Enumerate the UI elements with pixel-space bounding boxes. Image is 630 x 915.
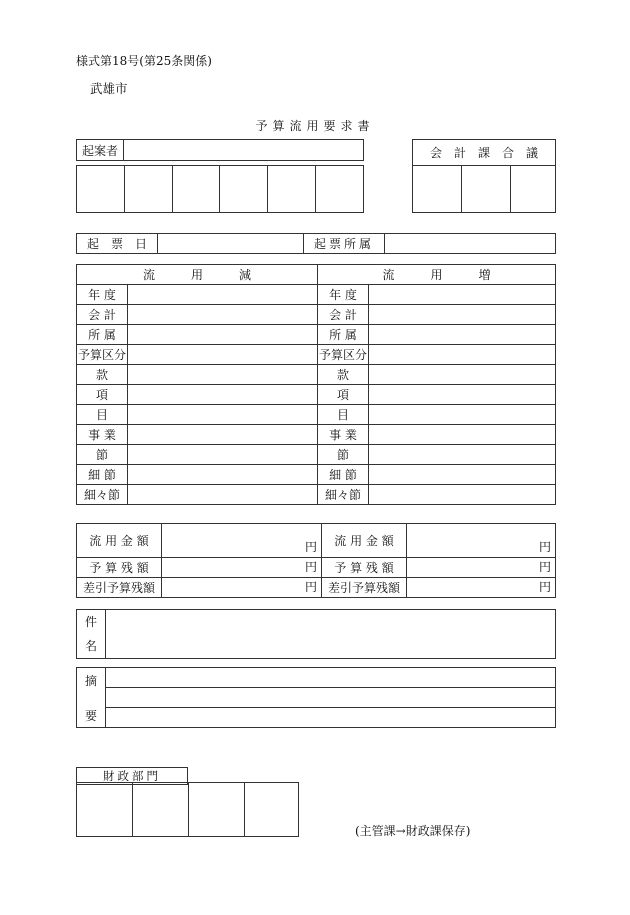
subject-label: 件 名 bbox=[77, 610, 106, 659]
transfer-row-label: 予算区分 bbox=[77, 345, 128, 365]
stamp-box[interactable] bbox=[189, 783, 245, 837]
stamp-box[interactable] bbox=[413, 166, 462, 213]
decrease-value-field[interactable] bbox=[128, 465, 318, 485]
increase-value-field[interactable] bbox=[369, 445, 556, 465]
transfer-row-label: 項 bbox=[77, 385, 128, 405]
yen-unit: 円 bbox=[538, 560, 551, 574]
net-balance-decrease-field[interactable] bbox=[162, 578, 322, 598]
transfer-row-label: 事 業 bbox=[318, 425, 369, 445]
amount-label: 流 用 金 額 bbox=[77, 524, 162, 558]
amount-decrease-field[interactable] bbox=[162, 524, 322, 558]
decrease-value-field[interactable] bbox=[128, 445, 318, 465]
voucher-dept-field[interactable] bbox=[385, 234, 556, 254]
transfer-row-label: 年 度 bbox=[318, 285, 369, 305]
budget-balance-decrease-field[interactable] bbox=[162, 558, 322, 578]
stamp-box[interactable] bbox=[172, 166, 220, 213]
stamp-box[interactable] bbox=[245, 783, 299, 837]
increase-value-field[interactable] bbox=[369, 365, 556, 385]
voucher-date-field[interactable] bbox=[158, 234, 304, 254]
subject-field[interactable] bbox=[106, 610, 556, 659]
transfer-row bbox=[77, 385, 556, 405]
yen-unit: 円 bbox=[304, 560, 317, 574]
decrease-value-field[interactable] bbox=[128, 405, 318, 425]
subject-table bbox=[76, 609, 556, 659]
transfer-row-label: 細々節 bbox=[318, 485, 369, 505]
transfer-row bbox=[77, 425, 556, 445]
yen-unit: 円 bbox=[538, 580, 551, 594]
increase-value-field[interactable] bbox=[369, 485, 556, 505]
increase-value-field[interactable] bbox=[369, 325, 556, 345]
stamp-box[interactable] bbox=[124, 166, 172, 213]
increase-value-field[interactable] bbox=[369, 385, 556, 405]
increase-value-field[interactable] bbox=[369, 465, 556, 485]
stamp-box[interactable] bbox=[133, 783, 189, 837]
transfer-row bbox=[77, 405, 556, 425]
decrease-value-field[interactable] bbox=[128, 345, 318, 365]
transfer-row-label: 会 計 bbox=[318, 305, 369, 325]
decrease-value-field[interactable] bbox=[128, 285, 318, 305]
stamp-box[interactable] bbox=[220, 166, 268, 213]
accounting-label: 会 計 課 合 議 bbox=[413, 140, 556, 166]
summary-line[interactable] bbox=[106, 708, 556, 728]
increase-value-field[interactable] bbox=[369, 405, 556, 425]
summary-line[interactable] bbox=[106, 688, 556, 708]
net-balance-label: 差引予算残額 bbox=[77, 578, 162, 598]
decrease-header: 流 用 減 bbox=[77, 265, 318, 285]
transfer-row bbox=[77, 305, 556, 325]
drafter-table bbox=[76, 139, 364, 161]
decrease-value-field[interactable] bbox=[128, 485, 318, 505]
transfer-row-label: 目 bbox=[77, 405, 128, 425]
form-number: 様式第18号(第25条関係) bbox=[76, 54, 212, 68]
voucher-date-label: 起 票 日 bbox=[77, 234, 158, 254]
decrease-value-field[interactable] bbox=[128, 385, 318, 405]
decrease-value-field[interactable] bbox=[128, 305, 318, 325]
transfer-row-label: 細々節 bbox=[77, 485, 128, 505]
transfer-row-label: 細 節 bbox=[318, 465, 369, 485]
stamp-box[interactable] bbox=[77, 783, 133, 837]
drafter-label: 起案者 bbox=[77, 140, 124, 161]
summary-table bbox=[76, 667, 556, 728]
page-title: 予算流用要求書 bbox=[255, 119, 375, 133]
transfer-row-label: 所 属 bbox=[77, 325, 128, 345]
budget-balance-label: 予 算 残 額 bbox=[322, 558, 407, 578]
amount-label: 流 用 金 額 bbox=[322, 524, 407, 558]
increase-value-field[interactable] bbox=[369, 425, 556, 445]
increase-value-field[interactable] bbox=[369, 285, 556, 305]
transfer-row-label: 細 節 bbox=[77, 465, 128, 485]
net-balance-label: 差引予算残額 bbox=[322, 578, 407, 598]
drafter-name-field[interactable] bbox=[124, 140, 364, 161]
transfer-row-label: 目 bbox=[318, 405, 369, 425]
finance-stamps bbox=[76, 782, 299, 837]
summary-line[interactable] bbox=[106, 668, 556, 688]
amount-table bbox=[76, 523, 556, 598]
net-balance-increase-field[interactable] bbox=[407, 578, 556, 598]
transfer-row-label: 年 度 bbox=[77, 285, 128, 305]
transfer-row-label: 款 bbox=[318, 365, 369, 385]
transfer-row bbox=[77, 485, 556, 505]
stamp-box[interactable] bbox=[77, 166, 125, 213]
transfer-row-label: 会 計 bbox=[77, 305, 128, 325]
stamp-box[interactable] bbox=[511, 166, 556, 213]
decrease-value-field[interactable] bbox=[128, 425, 318, 445]
transfer-row bbox=[77, 345, 556, 365]
accounting-approval bbox=[412, 139, 556, 213]
transfer-row-label: 事 業 bbox=[77, 425, 128, 445]
voucher-table bbox=[76, 233, 556, 254]
transfer-table bbox=[76, 264, 556, 505]
transfer-row bbox=[77, 365, 556, 385]
stamp-box[interactable] bbox=[268, 166, 316, 213]
increase-value-field[interactable] bbox=[369, 305, 556, 325]
transfer-row-label: 節 bbox=[77, 445, 128, 465]
decrease-value-field[interactable] bbox=[128, 325, 318, 345]
amount-increase-field[interactable] bbox=[407, 524, 556, 558]
approval-stamps bbox=[76, 165, 364, 213]
finance-label: 財政部門 bbox=[77, 768, 188, 785]
budget-balance-increase-field[interactable] bbox=[407, 558, 556, 578]
stamp-box[interactable] bbox=[316, 166, 364, 213]
transfer-row bbox=[77, 445, 556, 465]
city-name: 武雄市 bbox=[90, 81, 128, 96]
transfer-row bbox=[77, 285, 556, 305]
yen-unit: 円 bbox=[304, 580, 317, 594]
yen-unit: 円 bbox=[538, 540, 551, 554]
stamp-box[interactable] bbox=[462, 166, 511, 213]
transfer-row-label: 款 bbox=[77, 365, 128, 385]
increase-value-field[interactable] bbox=[369, 345, 556, 365]
transfer-row-label: 節 bbox=[318, 445, 369, 465]
transfer-row bbox=[77, 465, 556, 485]
yen-unit: 円 bbox=[304, 540, 317, 554]
voucher-dept-label: 起票所属 bbox=[304, 234, 385, 254]
transfer-row-label: 項 bbox=[318, 385, 369, 405]
footer-note: (主管課→財政課保存) bbox=[355, 824, 471, 838]
transfer-row bbox=[77, 325, 556, 345]
budget-balance-label: 予 算 残 額 bbox=[77, 558, 162, 578]
transfer-row-label: 予算区分 bbox=[318, 345, 369, 365]
decrease-value-field[interactable] bbox=[128, 365, 318, 385]
increase-header: 流 用 増 bbox=[318, 265, 556, 285]
summary-label: 摘 要 bbox=[77, 668, 106, 728]
transfer-row-label: 所 属 bbox=[318, 325, 369, 345]
